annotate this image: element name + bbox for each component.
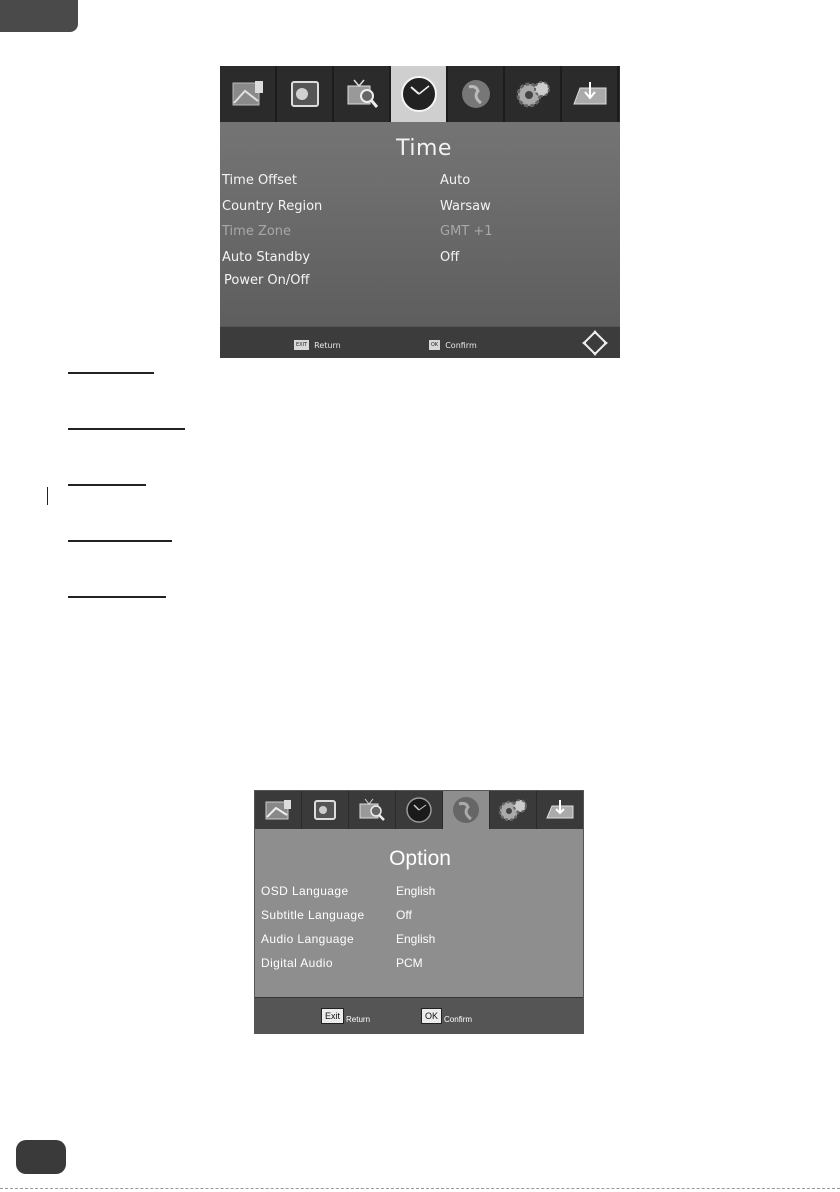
tab-picture[interactable] (255, 791, 302, 829)
row-label: Subtitle Language (261, 908, 365, 922)
exit-key: Exit (321, 1008, 344, 1024)
menu-icon-bar (255, 791, 584, 829)
page-number-tab (16, 1140, 66, 1174)
gear-icon (498, 797, 528, 823)
row-value: English (396, 884, 436, 898)
row-value: Off (440, 250, 460, 265)
menu-footer (220, 326, 620, 358)
menu-title: Time (396, 136, 452, 161)
row-label: Audio Language (261, 932, 355, 946)
picture-icon (264, 799, 292, 821)
hint-return (321, 1008, 370, 1024)
hint-confirm (421, 1008, 472, 1024)
menu-row-auto-standby[interactable] (220, 250, 620, 272)
tab-usb[interactable] (537, 791, 584, 829)
margin-mark (47, 487, 48, 505)
usb-icon (545, 798, 575, 822)
menu-row-power-on-off[interactable] (220, 273, 620, 295)
row-value: Warsaw (440, 199, 491, 214)
hint-confirm-label: Confirm (445, 340, 477, 350)
tv-search-icon (345, 78, 379, 110)
hint-confirm-label: Confirm (444, 1015, 473, 1024)
menu-title: Option (389, 847, 451, 870)
gear-icon (515, 77, 551, 111)
row-label: Digital Audio (261, 956, 333, 970)
photo-icon (289, 79, 321, 109)
row-label: Power On/Off (224, 273, 310, 288)
tab-time[interactable] (391, 66, 448, 122)
tab-usb[interactable] (562, 66, 619, 122)
option-menu-screen (254, 790, 584, 1034)
time-menu-screen (220, 66, 620, 358)
row-label: Auto Standby (222, 250, 311, 265)
menu-icon-bar (220, 66, 620, 122)
tab-settings[interactable] (490, 791, 537, 829)
page-corner-tab-top (0, 0, 78, 32)
picture-icon (231, 79, 265, 109)
redacted-line-1 (68, 372, 154, 374)
globe-icon (459, 77, 493, 111)
direction-pad-icon (582, 330, 608, 356)
clock-icon (399, 74, 439, 114)
row-value: Off (396, 908, 412, 922)
hint-return (294, 340, 341, 350)
hint-return-label: Return (346, 1015, 371, 1024)
redacted-line-5 (68, 596, 166, 598)
hint-return-label: Return (314, 340, 341, 350)
tab-channel-search[interactable] (334, 66, 391, 122)
row-label: Time Offset (222, 173, 298, 188)
globe-icon (451, 795, 481, 825)
exit-key: EXIT (296, 342, 308, 348)
tab-option[interactable] (448, 66, 505, 122)
tab-option[interactable] (443, 791, 490, 829)
photo-icon (313, 799, 337, 821)
row-value: English (396, 932, 436, 946)
redacted-line-4 (68, 540, 172, 542)
menu-row-osd-language[interactable] (255, 884, 584, 904)
row-label: Country Region (222, 199, 323, 214)
ok-key: OK (421, 1008, 442, 1024)
row-value: PCM (396, 956, 423, 970)
hint-confirm (429, 340, 477, 350)
row-label: Time Zone (222, 224, 292, 239)
row-label: OSD Language (261, 884, 349, 898)
menu-row-time-zone (220, 224, 620, 246)
tab-photo[interactable] (302, 791, 349, 829)
tab-time[interactable] (396, 791, 443, 829)
tab-settings[interactable] (505, 66, 562, 122)
usb-icon (572, 78, 608, 110)
row-value: GMT +1 (440, 224, 493, 239)
ok-key: OK (431, 342, 439, 348)
tab-photo[interactable] (277, 66, 334, 122)
menu-row-audio-language[interactable] (255, 932, 584, 952)
menu-row-country-region[interactable] (220, 199, 620, 221)
menu-row-time-offset[interactable] (220, 173, 620, 195)
clock-icon (405, 796, 433, 824)
tab-picture[interactable] (220, 66, 277, 122)
redacted-line-3 (68, 484, 146, 486)
menu-row-subtitle-language[interactable] (255, 908, 584, 928)
menu-row-digital-audio[interactable] (255, 956, 584, 976)
tv-search-icon (358, 798, 386, 822)
menu-footer (255, 997, 584, 1034)
redacted-line-2 (68, 428, 185, 430)
cut-line (0, 1188, 840, 1189)
tab-channel-search[interactable] (349, 791, 396, 829)
row-value: Auto (440, 173, 471, 188)
